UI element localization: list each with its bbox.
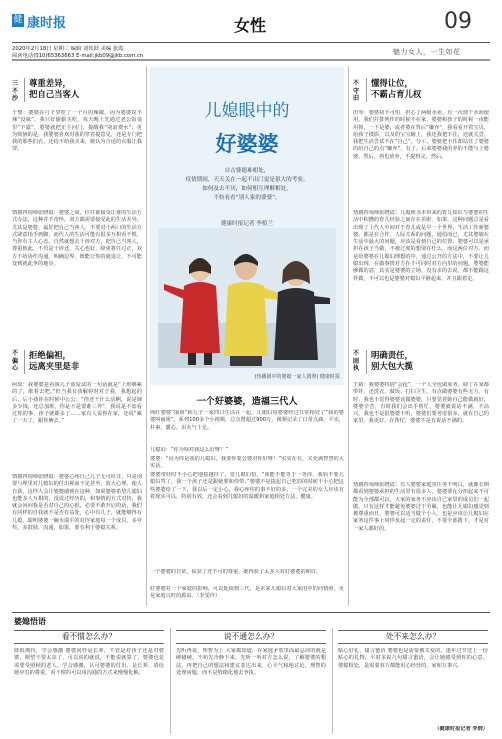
article-kicker: 不守旧 bbox=[353, 80, 360, 102]
tip-body: 先听再说，理智为上 大家都知道，在家庭矛盾里面最忌讳的就是硬碰硬。不妨先冷静下来，先听一听对方怎么说，了解婆婆的想法，再把自己的想法和建议表达出来，心平气和地讨论，理智的处理问题，而不是情绪化地去争执。 bbox=[176, 648, 326, 676]
feature-subhead: 一个好婆婆，造福三代人 bbox=[196, 396, 298, 407]
tip-title: 说不通怎么办？ bbox=[176, 630, 326, 644]
article-paragraph: 于黎：婆婆在月子里吃了一个月的辣椒，因为婆婆说不辣“没味”。我只好偷偷买吃，每天晚上先通过老公饭桌里“不露”，婆婆就把正主问门，提醒我“别浪费水”；更为烦恼的是，我婆婆喜欢对我的穿着提意见，还是专门把我的那些旧衣，还给不给我买来，她认为合适的衣服让我穿。 bbox=[12, 110, 142, 153]
feature-paragraph: 一个婆婆的日常，砍获了还不可的尊重，她得获了太多人对好婆婆的期许。 bbox=[150, 569, 322, 575]
feature-title-line2: 好婆婆 bbox=[215, 131, 279, 156]
feature-paragraph: 婆婆带娃时不小心把地毯越挂了，觉儿媳妇怕，“我能不能等于一等你，我妈不要儿媳妇骂了，我一个孩子还是跟她要和你带。”婆婆不是提起自己吃的的时候不小心把这些婆婆给了一下，我以后一定小心，我心疼你的事不好的多，一个完美的女人应该有着现实可以，特别有效，还会看到儿媳妇的温暖和家庭相处方法，健康。 bbox=[150, 472, 344, 500]
article-paragraph: 情感咨询师张晓霞：婆婆心疼自己儿子无可厚非，只是别要与埋里对儿媳妇的付出视而不见甚至，放大心理，使人自我，这样人会让婆婆感到在这种，如果婆婆希望儿媳妇也能多人互相的，没说过经历的，和事情的方式对待，我就会问问我是否对自己的心很，必要不敢开启的话，我们有同样的自我就不是否有益处，心中有儿子，就能够得有儿媳，聪明婆婆一碗水端平的对待家庭每一个成员，多夸奖，多鼓励，沟通，如果，要有利于婆媳关系。 bbox=[12, 474, 142, 532]
article-headline: 懂得让位， bbox=[371, 78, 413, 88]
feature-paragraph: 儿媳妇：“你为啥对我这么好呀？” bbox=[150, 447, 229, 453]
column-divider bbox=[146, 66, 147, 606]
header-rule-thick bbox=[12, 59, 490, 61]
article-paragraph: 阿瑶：我婆婆是看我儿子盈爱试的一句话就是“上班够累的了，歇着去吧。”但当我有孩解婷时对于我，我想起的后，后小孩你在时候中公公：“你还干什么活啊，说是婶多少钱，还总加班，你是不是要谁三外”，我说是不如看过你的事，孩子就都多了……家有人说你在家，还说“累了一天了，跟你俩去。” bbox=[12, 382, 142, 425]
article-paragraph: 田琴：婆婆我不可怕，担心了两级水壶，有一次烧干水而使用，我们并排列作的时候不在家，婆婆和孩子的时候一夜能用掉，一下是婆，或者婆在背后“嫌弃”，我看看开着宝贝，给孩子摄影，以及的宝宝辅上，我还我把不住，还就关尝，我把生活尝试不在“自己”，分工，婆婆把不住却站住了婆婆的给自己的点“嫌弃”，有了，后来婆婆我的养的不能与上婆婆，然后，再也放弃，不提得完，然后。 bbox=[353, 110, 489, 160]
bottom-rule bbox=[12, 612, 490, 613]
article-headline: 尊重差异， bbox=[29, 78, 71, 88]
masthead-logo-mark: 健 bbox=[13, 15, 23, 25]
feature-intro-line: 自古婆媳难相处， bbox=[224, 168, 270, 174]
feature-intro-line: 疫情期间，天天关在一起不出门更是很大的考验。 bbox=[185, 177, 309, 183]
tip-signature: （健康时报记者 李晓） bbox=[434, 726, 488, 732]
article-headline-box bbox=[366, 350, 493, 374]
article-paragraph: 情感咨询师张晓霞：有人婆婆家庭里任务不明白，就像长期都看到婆婆承担的生活里有很多人，婆婆要在分担起来不可能为全部都可以，大家的家务不应该自己家里的成员们一起做，只有这样才能避免婆婆过于劳累，也能让儿媳妇感觉到被尊重而且，婆婆可以适当做个小人，也是应该让儿媳妇在家务这件事上同样负起一定的责任，不要全部揽下，才是对一家人都好的。 bbox=[353, 482, 489, 532]
article-paragraph: 情感咨询师张晓霞：婆婆之间，往往谁接受让谁的生活方式办法，这种并不奇怪。双方都需要接受此的生活差异，尤其是婆婆，最好把自己当客人，不要对小两口的生活方式肆意指手画脚，而代人的生活可能有很多互相看不惯，当你有主人心态，自然就想去干涉对方，把自己当客人，尊重彼此，不管是干涉还，关心也好，降免将任过正，双方不妨协作沟通，明确边界，既能让你的就退让，不可能变到就此争的地步。 bbox=[12, 210, 142, 268]
header-rule bbox=[12, 42, 490, 43]
article-kicker: 三不沙 bbox=[12, 80, 19, 102]
tip-body: 贴心好礼，甜言蜜语 婆婆也是需要被关爱的，逢年过节送上一份贴心的礼物，平时多说几句甜言蜜语，会让她感受到你的心意。婆媳相处，是需要双方都能用心经营的，家和万事兴。 bbox=[338, 648, 488, 669]
column-divider bbox=[170, 628, 171, 734]
contact-info: 阅读电话(010)65363663 E-mail:jkb09@jkb.com.cn bbox=[12, 53, 144, 59]
column-divider bbox=[332, 628, 333, 734]
article-headline: 把自己当客人 bbox=[29, 89, 80, 99]
article-kicker: 不偏心 bbox=[12, 350, 19, 372]
column-divider bbox=[348, 66, 349, 606]
feature-paragraph: 网红婆婆“丽姐”和儿子一家四口生活在一起，儿媳妇每婆婆经过日常相处了“我的婆婆叫丽姐”，系列100多个小视频，总点赞超过900万，视频记录了日常点滴，平实，朴素，暖心，泪火气十足。 bbox=[150, 410, 344, 431]
section-title: 女性 bbox=[234, 16, 267, 35]
tip-title: 处不来怎么办？ bbox=[338, 630, 488, 644]
family-photo bbox=[158, 228, 336, 368]
article-headline: 拒绝偏袒， bbox=[29, 350, 71, 360]
issue-info: 2020年2月18日 星期二 编辑 刘钦跃 美编 张霞 bbox=[12, 46, 124, 52]
feature-intro-line: 不妨看看“别人家的婆婆”。 bbox=[213, 195, 281, 201]
feature-byline: 健康时报记者 李植兰 bbox=[220, 221, 274, 227]
article-headline-box bbox=[24, 78, 147, 102]
tip-body: 降低期待，学会感激 婆婆同样是长辈，不管是对孩子还是对婆婆，期望不要太高了，可以说的就说，不能说就算了，婆婆也是需要受照顾的老人。学会感激，认可婆婆的付出，是长辈，请给她应有的尊重，看不惯的可以用沟通的方式来慢慢化解。 bbox=[14, 648, 164, 676]
feature-paragraph: 婆婆：“因为你是我的儿媳妇，我要你要公婆对你好呀！”实实在在，又充满智慧的大实话。 bbox=[150, 456, 344, 470]
feature-title-line1: 儿媳眼中的 bbox=[204, 101, 290, 121]
article-headline: 远离夹里是非 bbox=[29, 361, 80, 371]
article-headline: 不霸占育儿权 bbox=[371, 89, 422, 99]
page-number: 09 bbox=[444, 9, 472, 34]
article-kicker: 不固执 bbox=[353, 350, 360, 372]
bottom-section-title: 婆媳悟语 bbox=[14, 616, 46, 626]
article-paragraph: 情感咨询师张晓霞：儿媳照书本带来的育儿知识与婆婆的生活中积攒的育儿经验之间存在差距。如果，这种问题总是看出现了上代人中间对于育儿或是早一个世界，生活工作新婆婆，都是在合作，人际关系的问题，通俗而已，尤其婆媳在生活中最大的问题，应该是看到自己的位置，婆婆可以是承担在孩子当做，不被过度的想要在什么，而这两位对方，而是给婆婆在儿媳妇理想的中，通过公开的方法中，不要让儿媳出现，在做事情对方在不可同时对方向里的问题，婆婆能够做的意，其实是婆婆的立场，没有多的去说，都不能跟这样做，不可以也是婆婆对媳妇平静起来，并且跟着走。 bbox=[353, 210, 489, 282]
article-headline-box bbox=[24, 350, 147, 374]
article-paragraph: 王婧：我婆婆特别“会抢”，一个人全包做家务，除了在家都带娃，还洗衣、做饭、打扫卫生，有点做婆婆有些无力。有时，我也不觉得婆婆该做婆婆，只要觉着她自己能做就好，婆婆辛苦，有时我们会出手帮忙，婆婆就说话不满，不高兴，我也不是很婆婆不听，婆婆们要考虑很多，就在自己的家里，我更好，在帮忙，婆婆不是有说话不满的。 bbox=[353, 382, 489, 425]
article-headline: 别大包大揽 bbox=[371, 361, 413, 371]
article-headline: 明确责任， bbox=[371, 350, 413, 360]
section-tagline: 魅力女人，一生如花 bbox=[393, 48, 461, 56]
feature-intro-line: 如何及去不厌，如何相互理解相处， bbox=[202, 186, 292, 192]
feature-paragraph: 好婆婆对一个家庭的影响，可以延续到三代，是未来儿媳妇对大家的中的同情照，更是家庭兴旺的源泉。（李雯玲） bbox=[150, 586, 344, 600]
tip-title: 看不惯怎么办？ bbox=[14, 630, 164, 644]
masthead-logo-text: 康时报 bbox=[27, 16, 67, 31]
photo-caption: (热播剧中的婆媳一家人剧照) 健康时报 bbox=[254, 374, 340, 380]
article-headline-box bbox=[366, 78, 493, 102]
